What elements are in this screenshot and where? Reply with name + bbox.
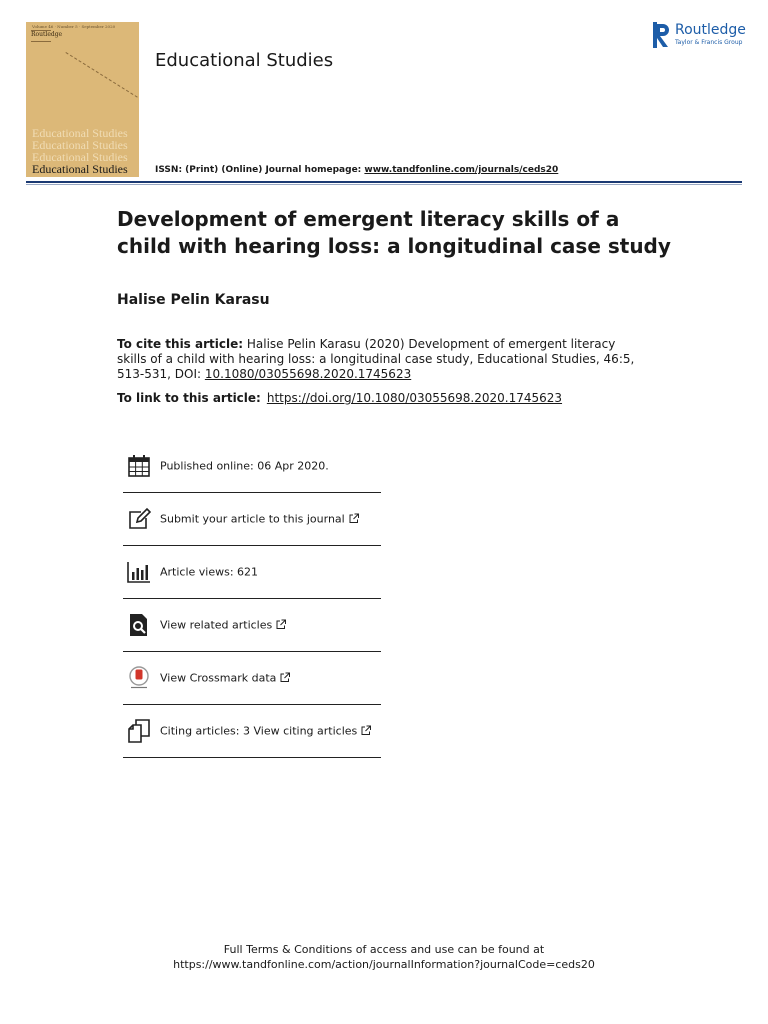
related-articles-row[interactable] <box>123 599 381 652</box>
issn-text: ISSN: (Print) (Online) Journal homepage: <box>155 165 365 175</box>
article-link-block <box>117 391 562 405</box>
citing-articles-row[interactable] <box>123 705 381 758</box>
related-articles-link[interactable] <box>160 619 286 632</box>
routledge-r-icon <box>653 22 670 48</box>
footer-terms-line: Full Terms & Conditions of access and use can be found at <box>223 943 545 956</box>
journal-name: Educational Studies <box>155 50 334 71</box>
cover-titles <box>32 127 139 175</box>
journal-homepage-link[interactable]: www.tandfonline.com/journals/ceds20 <box>364 165 559 175</box>
submit-article-link[interactable] <box>160 513 359 526</box>
footer-terms-url[interactable]: https://www.tandfonline.com/action/journalInformation?journalCode=ceds20 <box>173 958 595 971</box>
cover-logo-text: Routledge <box>31 31 63 38</box>
cover-title-faint-3: Educational Studies <box>32 150 128 164</box>
footer-terms <box>0 942 768 972</box>
external-link-icon <box>280 673 290 683</box>
crossmark-link[interactable] <box>160 672 290 685</box>
article-doi-url[interactable]: https://doi.org/10.1080/03055698.2020.1745623 <box>266 391 563 405</box>
article-link-label: To link to this article: <box>117 391 261 405</box>
crossmark-label: View Crossmark data <box>160 671 277 685</box>
issn-line <box>155 165 558 175</box>
publisher-subtitle: Taylor & Francis Group <box>675 39 743 46</box>
document-search-icon <box>127 613 151 637</box>
article-author: Halise Pelin Karasu <box>117 292 270 308</box>
cover-title-faint-1: Educational Studies <box>32 126 128 140</box>
external-link-icon <box>361 726 371 736</box>
publisher-name: Routledge <box>675 22 746 38</box>
article-views: Article views: 621 <box>160 565 259 579</box>
crossmark-icon <box>127 666 151 690</box>
crossmark-row[interactable] <box>123 652 381 705</box>
published-date: Published online: 06 Apr 2020. <box>160 459 329 473</box>
citation-doi-link[interactable]: 10.1080/03055698.2020.1745623 <box>204 367 412 381</box>
bar-chart-icon <box>127 560 151 584</box>
cover-title-faint-2: Educational Studies <box>32 138 128 152</box>
cover-decoration <box>65 52 139 112</box>
header-divider-thin <box>26 184 742 185</box>
cover-title-solid: Educational Studies <box>32 162 128 176</box>
external-link-icon <box>349 514 359 524</box>
copy-documents-icon <box>127 719 151 743</box>
published-row <box>123 440 381 493</box>
cover-issue-line: Volume 46 · Number 5 · September 2020 <box>32 24 116 29</box>
citing-articles-label: Citing articles: 3 View citing articles <box>160 724 358 738</box>
journal-cover-thumbnail <box>26 22 139 177</box>
article-title: Development of emergent literacy skills of a child with hearing loss: a longitudinal case study <box>117 207 671 258</box>
submit-article-row[interactable] <box>123 493 381 546</box>
edit-pencil-icon <box>127 507 151 531</box>
cover-publisher-logo <box>31 30 63 42</box>
citation-text: Halise Pelin Karasu (2020) Development of emergent literacy skills of a child with hearing loss: a longitudinal case study, Educational Studies, 46:5, 513-531, DOI: <box>117 337 635 381</box>
calendar-icon <box>127 454 151 478</box>
citing-articles-link[interactable] <box>160 725 371 738</box>
related-articles-label: View related articles <box>160 618 273 632</box>
citation-block <box>117 337 637 382</box>
citation-label: To cite this article: <box>117 337 244 351</box>
header-divider <box>26 181 742 183</box>
external-link-icon <box>276 620 286 630</box>
submit-article-label: Submit your article to this journal <box>160 512 345 526</box>
views-row <box>123 546 381 599</box>
